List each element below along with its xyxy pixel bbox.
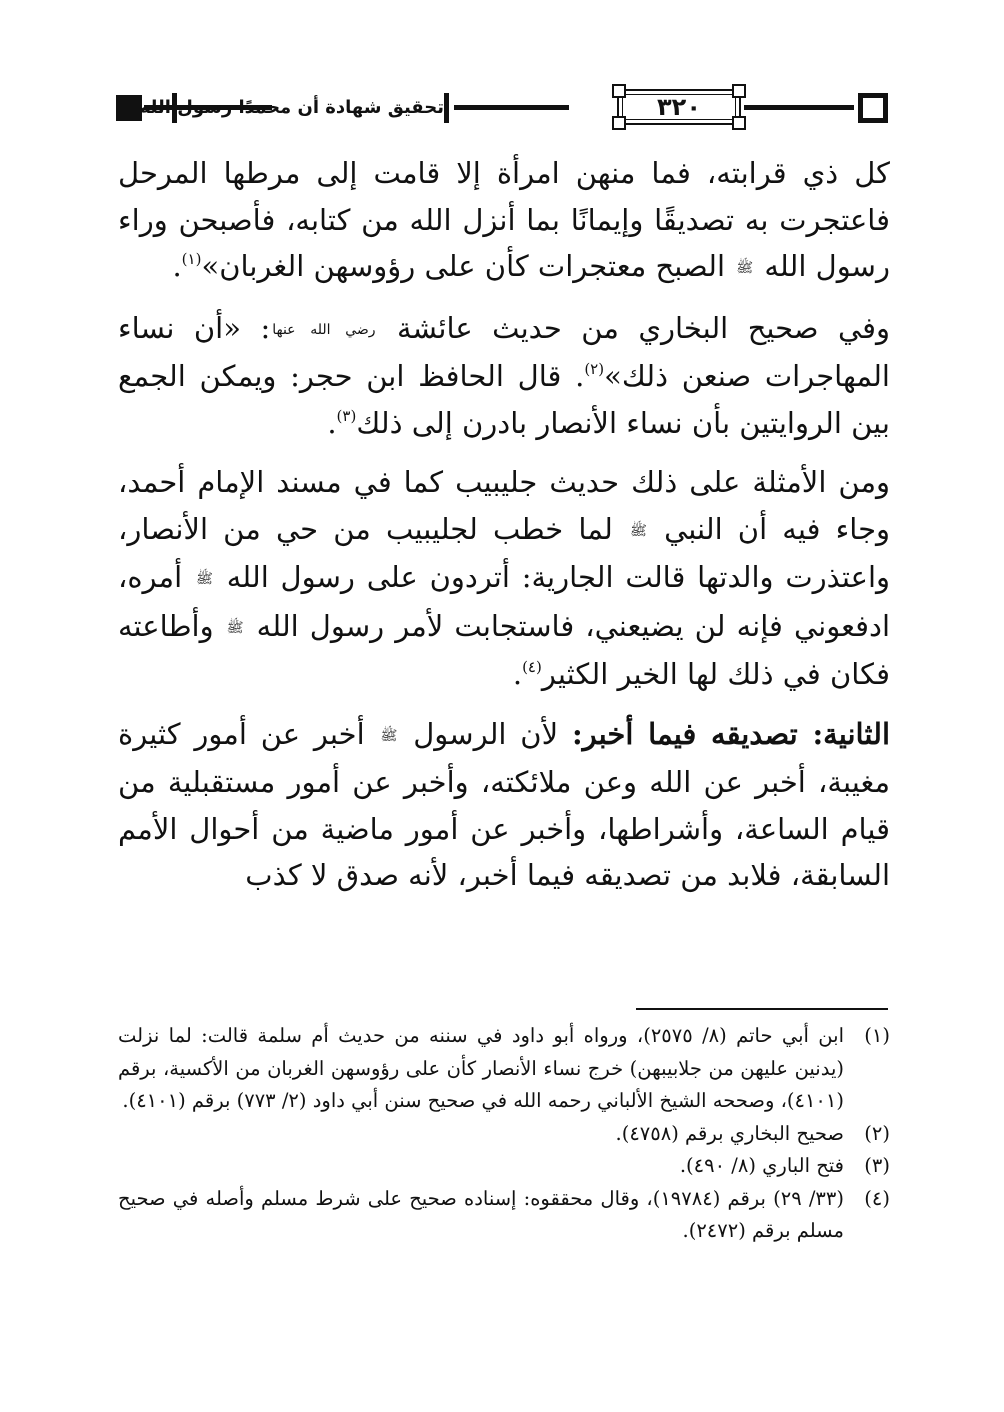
paragraph-text: كل ذي قرابته، فما منهن امرأة إلا قامت إلى مرطها المرحل فاعتجرت به تصديقًا وإيمانًا بما أنزل الله من كتابه، فأصبحن وراء رسول الله: [118, 156, 890, 283]
running-header: [114, 86, 890, 130]
paragraph-text: وأطاعته فكان في ذلك لها الخير الكثير: [118, 608, 890, 691]
footnote-item: [118, 1150, 890, 1183]
footnote-text-part: في صحيح سنن أبي داود (٢/ ٧٧٣) برقم (٤١٠١).: [122, 1089, 508, 1112]
header-title: تحقيق شهادة أن محمدًا رسول الله: [139, 97, 444, 118]
paragraph-4: [118, 711, 890, 899]
paragraph-text: وفي صحيح البخاري من حديث عائشة: [397, 310, 891, 345]
footnote-ref: (٤): [522, 658, 542, 676]
header-ornament-left: [116, 95, 142, 121]
footnote-ref: (٣): [336, 406, 357, 425]
paragraph-text: : «أن نساء المهاجرات صنعن ذلك»: [118, 310, 890, 393]
footnote-text: صحيح البخاري برقم (٤٧٥٨).: [615, 1121, 844, 1145]
footnote-number: (١): [864, 1024, 890, 1047]
footnote-number: (٤): [864, 1186, 890, 1210]
rahimahullah-honorific: رحمه الله: [513, 1089, 591, 1112]
footnote-text: (٣٣/ ٢٩) برقم (١٩٧٨٤)، وقال محققوه: إسناده صحيح على شرط مسلم وأصله في صحيح مسلم برقم (٢٤٧٢).: [118, 1186, 844, 1242]
footnote-text: فتح الباري (٨/ ٤٩٠).: [679, 1154, 844, 1177]
page-number: ٣٢٠: [657, 93, 701, 121]
footnotes: [118, 1020, 890, 1248]
salawat-honorific: ﷺ: [736, 260, 754, 276]
header-rule: [454, 105, 569, 110]
section-heading: الثانية: تصديقه فيما أخبر:: [571, 716, 891, 751]
header-bar: [444, 93, 449, 123]
paragraph-2: [118, 305, 890, 447]
footnote-text-part: ابن أبي حاتم (٨/ ٢٥٧٥)، ورواه أبو داود في سننه من حديث أم سلمة قالت: لما نزلت (يدنين عليهن من جلابيبهن) خرج نساء الأنصار كأن على رؤوسهن الغربان من الأكسية، برقم (٤١٠١)، وصححه الشيخ الألباني: [118, 1024, 844, 1112]
footnote-item: [118, 1118, 890, 1151]
paragraph-text: لما خطب لجليبيب من حي من الأنصار، واعتذرت والدتها قالت الجارية: أتردون على رسول الله: [118, 511, 891, 594]
punctuation: .: [512, 657, 523, 691]
salawat-honorific: ﷺ: [226, 619, 244, 636]
paragraph-3: [118, 459, 890, 698]
footnote-item: [118, 1020, 890, 1118]
paragraph-1: [118, 150, 890, 292]
paragraph-text: أخبر عن أمور كثيرة مغيبة، أخبر عن الله وعن ملائكته، وأخبر عن أمور مستقبلية من قيام الساعة، وأشراطها، وأخبر عن أمور ماضية من أحوال الأمم السابقة، فلابد من تصديقه فيما أخبر، لأنه صدق لا كذب: [118, 716, 890, 892]
paragraph-text: أمره، ادفعوني فإنه لن يضيعني، فاستجابت لأمر رسول الله: [118, 560, 891, 643]
header-ornament-right: [858, 93, 888, 123]
footnote-number: (٣): [864, 1154, 890, 1177]
footnote-ref: (١): [181, 250, 202, 268]
salawat-honorific: ﷺ: [380, 727, 398, 744]
main-text: [118, 150, 890, 899]
footnote-separator: [636, 1008, 888, 1010]
punctuation: .: [172, 249, 182, 283]
footnote-text: [118, 1020, 844, 1118]
paragraph-text: . قال الحافظ ابن حجر: ويمكن الجمع بين الروايتين بأن نساء الأنصار بادرن إلى ذلك: [118, 359, 890, 440]
paragraph-text: لأن الرسول: [413, 716, 559, 751]
header-rule: [744, 105, 854, 110]
page-number-frame: [617, 89, 741, 125]
footnote-item: [118, 1183, 890, 1248]
paragraph-text: ومن الأمثلة على ذلك حديث جليبيب كما في مسند الإمام أحمد، وجاء فيه أن النبي: [118, 465, 891, 546]
punctuation: .: [327, 405, 337, 440]
salawat-honorific: ﷺ: [629, 522, 647, 539]
footnote-ref: (٢): [584, 360, 605, 378]
salawat-honorific: ﷺ: [195, 571, 213, 587]
paragraph-text: الصبح معتجرات كأن على رؤوسهن الغربان»: [201, 249, 726, 283]
footnote-number: (٢): [864, 1121, 890, 1145]
radiya-honorific: رضي الله عنها: [272, 321, 376, 338]
